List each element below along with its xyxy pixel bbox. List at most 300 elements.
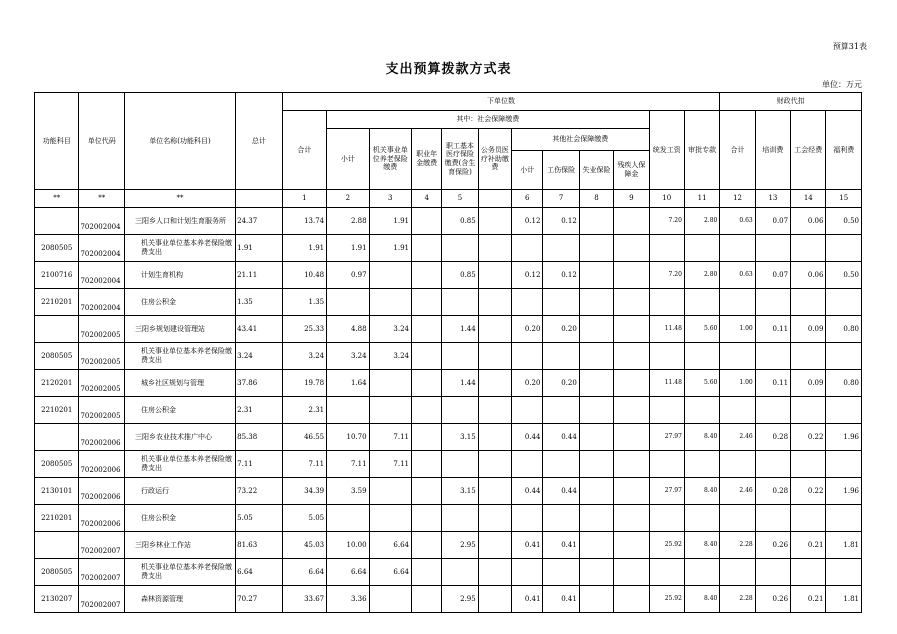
value-cell (614, 370, 649, 397)
value-cell (755, 397, 790, 424)
header-small-total: 小计 (327, 129, 369, 190)
table-row (35, 424, 862, 451)
table-row (35, 208, 862, 235)
value-cell (543, 451, 579, 478)
value-cell (791, 451, 826, 478)
func-subject-cell: 2210201 (35, 289, 79, 316)
header-col-number: 1 (282, 190, 326, 208)
value-cell: 7.11 (282, 451, 326, 478)
value-cell: 1.81 (826, 532, 862, 559)
value-cell (720, 559, 755, 586)
value-cell: 3.24 (369, 316, 411, 343)
value-cell: 3.24 (282, 343, 326, 370)
value-cell (442, 505, 478, 532)
value-cell (412, 289, 442, 316)
value-cell (649, 451, 684, 478)
unit-code-cell: 702002006 (79, 478, 124, 505)
unit-name-cell: 三阳乡规划建设管理站 (124, 316, 235, 343)
unit-code-cell: 702002006 (79, 451, 124, 478)
value-cell (649, 559, 684, 586)
value-cell (512, 559, 543, 586)
value-cell (826, 397, 862, 424)
value-cell (649, 289, 684, 316)
value-cell (579, 208, 613, 235)
value-cell (327, 505, 369, 532)
unit-name-cell: 城乡社区规划与管理 (124, 370, 235, 397)
table-row (35, 370, 862, 397)
unit-code-cell: 702002005 (79, 316, 124, 343)
value-cell: 0.28 (755, 424, 790, 451)
value-cell (478, 235, 511, 262)
value-cell: 0.21 (791, 532, 826, 559)
value-cell: 45.03 (282, 532, 326, 559)
header-col-number: 9 (614, 190, 649, 208)
value-cell (826, 343, 862, 370)
table-row (35, 397, 862, 424)
unit-code-cell: 702002006 (79, 505, 124, 532)
value-cell (412, 505, 442, 532)
value-cell: 0.85 (442, 262, 478, 289)
value-cell (579, 451, 613, 478)
value-cell: 0.12 (512, 262, 543, 289)
header-disability: 残疾人保障金 (614, 151, 649, 190)
value-cell (412, 316, 442, 343)
header-civil-medical: 公务员医疗补助缴费 (478, 129, 511, 190)
value-cell (412, 532, 442, 559)
value-cell (579, 370, 613, 397)
value-cell (412, 397, 442, 424)
total-cell: 21.11 (236, 262, 283, 289)
value-cell (755, 235, 790, 262)
value-cell: 0.12 (512, 208, 543, 235)
value-cell: 0.41 (512, 586, 543, 613)
value-cell (755, 343, 790, 370)
value-cell (614, 262, 649, 289)
header-col-number: 5 (442, 190, 478, 208)
value-cell (512, 235, 543, 262)
value-cell: 0.11 (755, 370, 790, 397)
header-sum: 合计 (282, 111, 326, 190)
header-union-fee: 工会经费 (791, 111, 826, 190)
value-cell (614, 532, 649, 559)
value-cell: 0.44 (543, 424, 579, 451)
func-subject-cell: 2120201 (35, 370, 79, 397)
total-cell: 70.27 (236, 586, 283, 613)
header-basic-medical: 职工基本医疗保险缴费(含生育保险) (442, 129, 478, 190)
value-cell (369, 262, 411, 289)
value-cell (649, 235, 684, 262)
value-cell (543, 397, 579, 424)
unit-name-cell: 三阳乡林业工作站 (124, 532, 235, 559)
value-cell (826, 451, 862, 478)
value-cell (442, 451, 478, 478)
value-cell (579, 505, 613, 532)
value-cell (412, 262, 442, 289)
header-occupational-annuity: 职业年金缴费 (412, 129, 442, 190)
unit-code-cell: 702002005 (79, 343, 124, 370)
unit-code-cell: 702002005 (79, 397, 124, 424)
value-cell: 10.48 (282, 262, 326, 289)
value-cell (327, 289, 369, 316)
table-row (35, 559, 862, 586)
header-col-number: 15 (826, 190, 862, 208)
total-cell: 1.91 (236, 235, 283, 262)
value-cell (327, 397, 369, 424)
value-cell (478, 424, 511, 451)
value-cell (412, 559, 442, 586)
value-cell: 6.64 (369, 532, 411, 559)
value-cell (543, 289, 579, 316)
header-fiscal-agency: 财政代扣 (720, 93, 862, 111)
header-col-number: 12 (720, 190, 755, 208)
value-cell: 1.44 (442, 370, 478, 397)
table-row (35, 235, 862, 262)
value-cell (412, 370, 442, 397)
value-cell (412, 424, 442, 451)
value-cell (579, 235, 613, 262)
value-cell (755, 559, 790, 586)
value-cell (684, 559, 719, 586)
value-cell (649, 505, 684, 532)
func-subject-cell: 2130101 (35, 478, 79, 505)
value-cell (755, 289, 790, 316)
value-cell: 0.06 (791, 262, 826, 289)
value-cell (478, 478, 511, 505)
value-cell: 2.80 (684, 208, 719, 235)
value-cell: 0.44 (512, 478, 543, 505)
header-func-subject: 功能科目 (35, 93, 79, 190)
value-cell (791, 559, 826, 586)
unit-code-cell: 702002005 (79, 370, 124, 397)
value-cell: 0.20 (512, 316, 543, 343)
header-col-number: 14 (791, 190, 826, 208)
value-cell (412, 208, 442, 235)
value-cell (649, 397, 684, 424)
value-cell (478, 559, 511, 586)
value-cell: 7.20 (649, 208, 684, 235)
value-cell (614, 505, 649, 532)
value-cell (614, 289, 649, 316)
value-cell (412, 343, 442, 370)
value-cell (579, 586, 613, 613)
func-subject-cell (35, 208, 79, 235)
value-cell (791, 289, 826, 316)
header-fiscal-total: 合计 (720, 111, 755, 190)
value-cell: 0.41 (543, 586, 579, 613)
value-cell (720, 451, 755, 478)
value-cell: 0.12 (543, 262, 579, 289)
header-col-number: 7 (543, 190, 579, 208)
value-cell (649, 343, 684, 370)
value-cell: 2.31 (282, 397, 326, 424)
header-col-number: 3 (369, 190, 411, 208)
value-cell (614, 397, 649, 424)
value-cell (412, 451, 442, 478)
func-subject-cell: 2210201 (35, 505, 79, 532)
value-cell (614, 235, 649, 262)
header-other-social: 其他社会保障缴费 (512, 129, 649, 151)
value-cell: 27.97 (649, 424, 684, 451)
value-cell: 0.80 (826, 316, 862, 343)
value-cell (684, 235, 719, 262)
func-subject-cell: 2130207 (35, 586, 79, 613)
value-cell: 1.44 (442, 316, 478, 343)
value-cell (579, 424, 613, 451)
value-cell: 25.92 (649, 532, 684, 559)
value-cell (614, 478, 649, 505)
value-cell: 0.50 (826, 262, 862, 289)
total-cell: 2.31 (236, 397, 283, 424)
value-cell: 4.88 (327, 316, 369, 343)
header-welfare: 福利费 (826, 111, 862, 190)
value-cell: 46.55 (282, 424, 326, 451)
value-cell: 5.60 (684, 370, 719, 397)
value-cell: 0.80 (826, 370, 862, 397)
value-cell (720, 235, 755, 262)
value-cell (543, 235, 579, 262)
table-row (35, 532, 862, 559)
value-cell (369, 397, 411, 424)
value-cell: 1.35 (282, 289, 326, 316)
value-cell (826, 289, 862, 316)
value-cell (684, 289, 719, 316)
value-cell (478, 262, 511, 289)
value-cell: 1.96 (826, 424, 862, 451)
value-cell (512, 505, 543, 532)
value-cell: 5.05 (282, 505, 326, 532)
value-cell: 0.26 (755, 586, 790, 613)
value-cell (512, 343, 543, 370)
value-cell: 7.11 (327, 451, 369, 478)
total-cell: 43.41 (236, 316, 283, 343)
value-cell: 0.07 (755, 208, 790, 235)
value-cell (614, 451, 649, 478)
value-cell: 0.26 (755, 532, 790, 559)
value-cell: 0.41 (512, 532, 543, 559)
value-cell: 1.91 (369, 208, 411, 235)
table-body (35, 208, 862, 613)
total-cell: 5.05 (236, 505, 283, 532)
value-cell (442, 559, 478, 586)
header-star: ** (35, 190, 79, 208)
func-subject-cell (35, 316, 79, 343)
value-cell: 1.91 (369, 235, 411, 262)
value-cell (412, 478, 442, 505)
value-cell: 7.11 (369, 424, 411, 451)
value-cell (512, 451, 543, 478)
unit-name-cell: 住房公积金 (124, 289, 235, 316)
func-subject-cell: 2080505 (35, 343, 79, 370)
value-cell (543, 505, 579, 532)
value-cell: 3.36 (327, 586, 369, 613)
total-cell: 81.63 (236, 532, 283, 559)
value-cell: 0.09 (791, 370, 826, 397)
value-cell: 27.97 (649, 478, 684, 505)
header-among-social: 其中：社会保障缴费 (327, 111, 649, 129)
value-cell: 2.46 (720, 478, 755, 505)
value-cell (614, 316, 649, 343)
table-row (35, 451, 862, 478)
table-row (35, 289, 862, 316)
value-cell (478, 397, 511, 424)
value-cell: 11.48 (649, 370, 684, 397)
header-total: 总计 (236, 93, 283, 190)
table-row (35, 316, 862, 343)
header-star: ** (79, 190, 124, 208)
header-training: 培训费 (755, 111, 790, 190)
value-cell (412, 235, 442, 262)
value-cell: 0.11 (755, 316, 790, 343)
value-cell: 6.64 (369, 559, 411, 586)
table-row (35, 586, 862, 613)
func-subject-cell: 2080505 (35, 235, 79, 262)
func-subject-cell: 2080505 (35, 451, 79, 478)
value-cell: 3.24 (369, 343, 411, 370)
value-cell: 8.40 (684, 478, 719, 505)
value-cell: 10.00 (327, 532, 369, 559)
value-cell: 2.95 (442, 532, 478, 559)
total-cell: 73.22 (236, 478, 283, 505)
value-cell: 6.64 (327, 559, 369, 586)
header-inst-pension: 机关事业单位养老保险缴费 (369, 129, 411, 190)
func-subject-cell: 2210201 (35, 397, 79, 424)
value-cell (512, 397, 543, 424)
value-cell: 11.48 (649, 316, 684, 343)
value-cell: 0.12 (543, 208, 579, 235)
value-cell: 0.20 (543, 370, 579, 397)
unit-code-cell: 702002007 (79, 532, 124, 559)
value-cell: 1.00 (720, 370, 755, 397)
value-cell (791, 505, 826, 532)
unit-name-cell: 三阳乡人口和计划生育服务所 (124, 208, 235, 235)
value-cell: 0.44 (543, 478, 579, 505)
header-empty (478, 190, 511, 208)
table-row (35, 343, 862, 370)
value-cell (791, 397, 826, 424)
header-col-number: 8 (579, 190, 613, 208)
value-cell (614, 559, 649, 586)
value-cell: 3.15 (442, 424, 478, 451)
value-cell (684, 451, 719, 478)
value-cell: 25.33 (282, 316, 326, 343)
header-injury: 工伤保险 (543, 151, 579, 190)
value-cell (684, 397, 719, 424)
page-title: 支出预算拨款方式表 (385, 62, 512, 77)
value-cell: 25.92 (649, 586, 684, 613)
total-cell: 6.64 (236, 559, 283, 586)
value-cell: 0.85 (442, 208, 478, 235)
value-cell (478, 370, 511, 397)
value-cell: 2.28 (720, 586, 755, 613)
total-cell: 24.37 (236, 208, 283, 235)
value-cell (579, 262, 613, 289)
value-cell: 0.63 (720, 208, 755, 235)
unit-code-cell: 702002007 (79, 586, 124, 613)
value-cell (720, 289, 755, 316)
form-number: 预算31表 (832, 42, 867, 51)
value-cell (369, 478, 411, 505)
value-cell: 1.96 (826, 478, 862, 505)
value-cell (579, 316, 613, 343)
value-cell: 6.64 (282, 559, 326, 586)
value-cell (478, 586, 511, 613)
value-cell: 34.39 (282, 478, 326, 505)
table-row (35, 505, 862, 532)
header-col-number: 4 (412, 190, 442, 208)
value-cell: 8.40 (684, 424, 719, 451)
func-subject-cell: 2100716 (35, 262, 79, 289)
unit-name-cell: 计划生育机构 (124, 262, 235, 289)
header-col-number: 11 (684, 190, 719, 208)
value-cell (684, 343, 719, 370)
value-cell (755, 505, 790, 532)
value-cell (720, 397, 755, 424)
header-col-number: 6 (512, 190, 543, 208)
header-unit-name: 单位名称(功能科目) (124, 93, 235, 190)
value-cell: 0.50 (826, 208, 862, 235)
value-cell (579, 289, 613, 316)
value-cell (369, 505, 411, 532)
value-cell (684, 505, 719, 532)
unit-name-cell: 行政运行 (124, 478, 235, 505)
value-cell: 7.20 (649, 262, 684, 289)
value-cell: 13.74 (282, 208, 326, 235)
unit-code-cell: 702002007 (79, 559, 124, 586)
value-cell: 0.22 (791, 424, 826, 451)
value-cell: 33.67 (282, 586, 326, 613)
value-cell: 0.09 (791, 316, 826, 343)
value-cell: 0.21 (791, 586, 826, 613)
value-cell (826, 505, 862, 532)
value-cell: 2.46 (720, 424, 755, 451)
value-cell (614, 208, 649, 235)
unit-code-cell: 702002004 (79, 208, 124, 235)
header-approved-special: 审批专款 (684, 111, 719, 190)
value-cell (579, 478, 613, 505)
value-cell (442, 235, 478, 262)
header-col-number: 13 (755, 190, 790, 208)
unit-name-cell: 三阳乡农业技术推广中心 (124, 424, 235, 451)
value-cell: 3.59 (327, 478, 369, 505)
header-lower-units: 下单位数 (282, 93, 720, 111)
value-cell: 0.20 (543, 316, 579, 343)
value-cell: 0.06 (791, 208, 826, 235)
value-cell: 1.00 (720, 316, 755, 343)
value-cell: 19.78 (282, 370, 326, 397)
value-cell (543, 343, 579, 370)
header-other-subtotal: 小计 (512, 151, 543, 190)
total-cell: 3.24 (236, 343, 283, 370)
header-wage-payment: 统发工资 (649, 111, 684, 190)
value-cell (826, 559, 862, 586)
unit-code-cell: 702002004 (79, 262, 124, 289)
value-cell (579, 532, 613, 559)
value-cell (478, 316, 511, 343)
unit-code-cell: 702002004 (79, 235, 124, 262)
header-col-number: 2 (327, 190, 369, 208)
table-row (35, 478, 862, 505)
value-cell (579, 559, 613, 586)
value-cell (369, 370, 411, 397)
value-cell (369, 586, 411, 613)
unit-name-cell: 住房公积金 (124, 505, 235, 532)
value-cell: 0.28 (755, 478, 790, 505)
value-cell: 1.91 (282, 235, 326, 262)
value-cell: 3.24 (327, 343, 369, 370)
value-cell (478, 208, 511, 235)
header-empty (236, 190, 283, 208)
value-cell (442, 289, 478, 316)
